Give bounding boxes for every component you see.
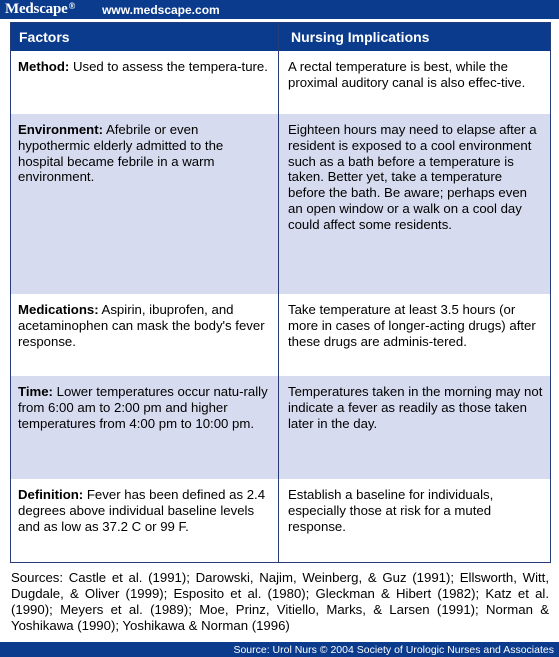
- factor-label: Method:: [18, 59, 70, 74]
- factor-cell: [18, 487, 272, 534]
- factor-text: Fever has been defined as 2.4 degrees above individual baseline levels and as low as 37.2 C or 99 F.: [18, 487, 266, 534]
- footer-bar: [0, 642, 559, 657]
- implication-cell: Temperatures taken in the morning may not indicate a fever as readily as those taken later in the day.: [288, 384, 543, 431]
- medscape-logo[interactable]: Medscape®: [5, 1, 76, 17]
- factor-cell: [18, 384, 272, 431]
- factor-text: Aspirin, ibuprofen, and acetaminophen can mask the body's fever response.: [18, 302, 265, 349]
- factors-column-header: Factors: [19, 29, 70, 45]
- factor-cell: [18, 122, 272, 185]
- factor-label: Medications:: [18, 302, 99, 317]
- factors-table: [10, 22, 551, 563]
- table-header-row: [11, 23, 550, 51]
- factor-label: Environment:: [18, 122, 103, 137]
- site-url-link[interactable]: www.medscape.com: [102, 2, 220, 17]
- table-row-environment: [11, 114, 550, 294]
- table-row-definition: [11, 479, 550, 562]
- factor-cell: [18, 302, 272, 349]
- nursing-implications-column-header: Nursing Implications: [291, 29, 430, 45]
- source-credit: Source: Urol Nurs © 2004 Society of Urologic Nurses and Associates: [233, 643, 554, 656]
- implication-cell: Eighteen hours may need to elapse after a resident is exposed to a cool environment such as a bath before a temperature is taken. Better yet, take a temperature before the bath. Be aware; perhaps even an open window or a walk on a cool day could affect some residents.: [288, 122, 537, 232]
- column-divider: [278, 23, 279, 562]
- factor-label: Time:: [18, 384, 53, 399]
- implication-cell: A rectal temperature is best, while the proximal auditory canal is also effec-tive.: [288, 59, 526, 90]
- factor-cell: [18, 59, 272, 75]
- factor-text: Used to assess the tempera-ture.: [72, 59, 268, 74]
- table-row-medications: [11, 294, 550, 376]
- factor-label: Definition:: [18, 487, 84, 502]
- factor-text: Lower temperatures occur natu-rally from 6:00 am to 2:00 pm and higher temperatures from 4:00 pm to 10:00 pm.: [18, 384, 268, 431]
- implication-cell: Take temperature at least 3.5 hours (or more in cases of longer-acting drugs) after these drugs are adminis-tered.: [288, 302, 536, 349]
- factor-text: Afebrile or even hypothermic elderly admitted to the hospital became febrile in a warm environment.: [18, 122, 224, 185]
- implication-cell: Establish a baseline for individuals, especially those at risk for a muted response.: [288, 487, 494, 534]
- sources-text: Sources: Castle et al. (1991); Darowski, Najim, Weinberg, & Guz (1991); Ellsworth, Witt, Dugdale, & Oliver (1999); Esposito et al. (1980); Gleckman & Hibert (1982); Katz et al. (1990); Meyers et al. (1989); Moe, Prinz, Vitiello, Marks, & Larsen (1991); Norman & Yoshikawa (1990); Yoshikawa & Norman (1996): [11, 570, 549, 633]
- table-row-time: [11, 376, 550, 479]
- top-banner: [0, 0, 559, 19]
- table-row-method: [11, 51, 550, 114]
